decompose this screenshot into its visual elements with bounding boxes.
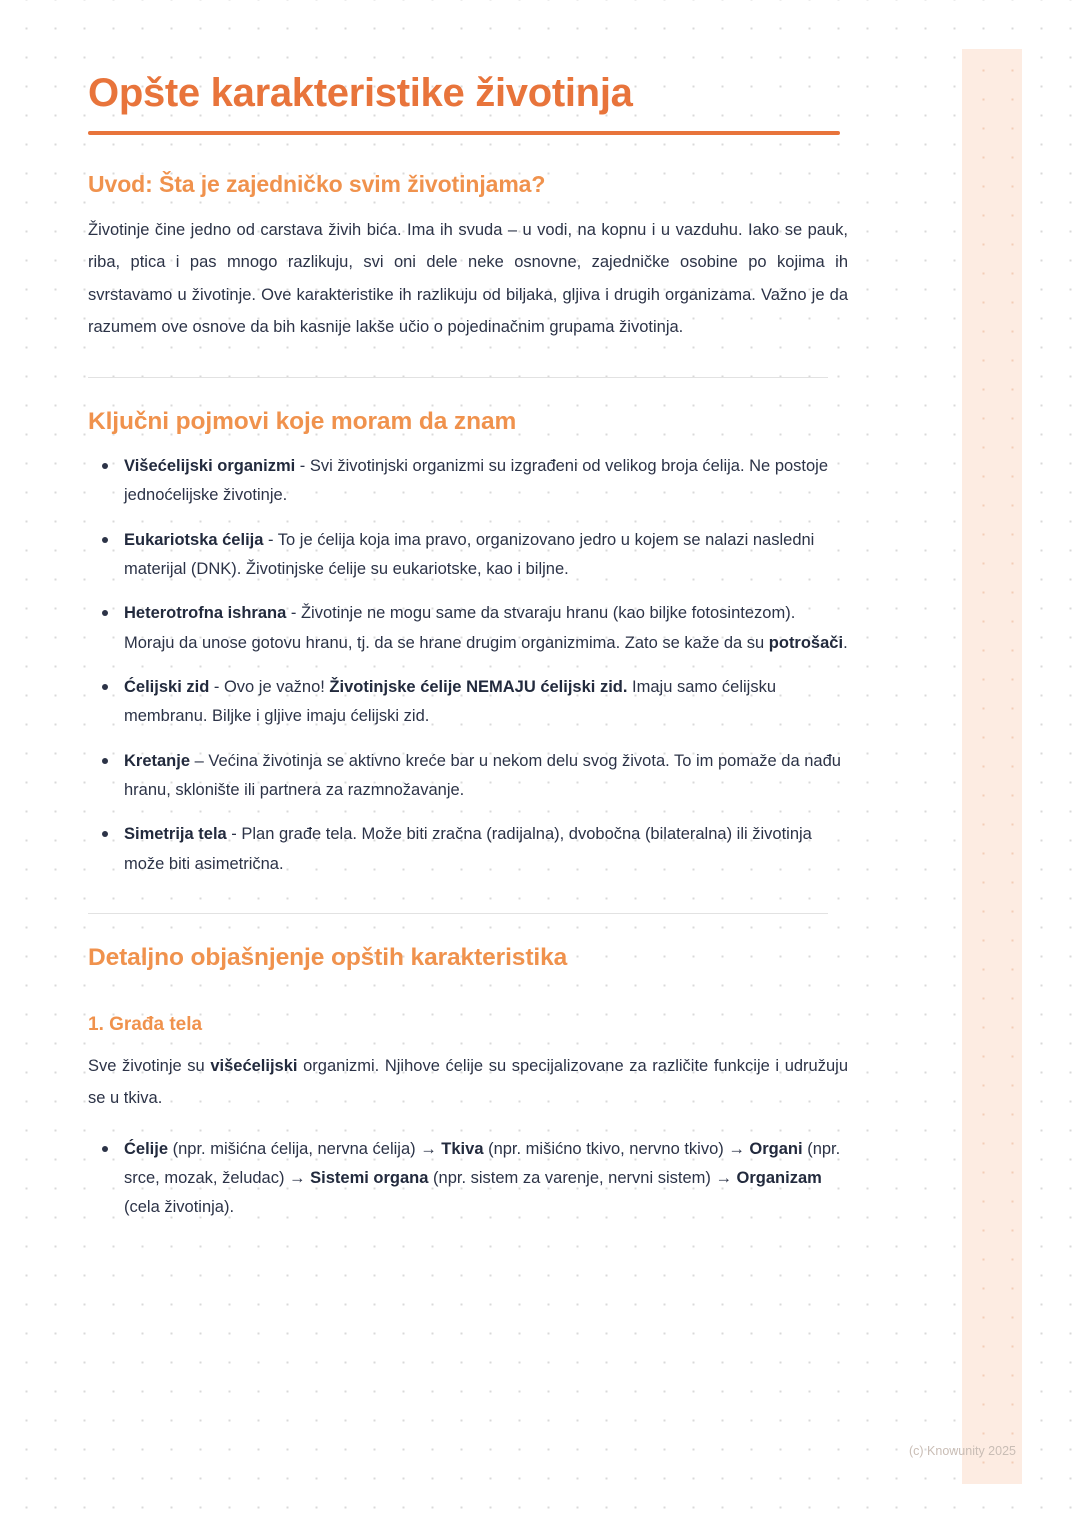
details-paragraph-pre: Sve životinje su — [88, 1057, 211, 1076]
chain-term-organi: Organi — [749, 1139, 803, 1158]
term-label: Simetrija tela — [124, 825, 227, 844]
details-subsection-title: 1. Građa tela — [88, 1014, 203, 1036]
chain-text-2: (npr. mišićno tkivo, nervno tkivo) → — [483, 1139, 750, 1158]
term-text: - Svi životinjski organizmi su izgrađeni od velikog broja ćelija. Ne postoje jednoćelijske životinje. — [124, 456, 829, 505]
chain-term-organizam: Organizam — [736, 1168, 822, 1187]
intro-paragraph: Životinje čine jedno od carstava živih bića. Ima ih svuda – u vodi, na kopnu i u vazduhu. Iako se pauk, riba, ptica i pas mnogo razlikuju, svi oni dele neke osnovne, zajedničke osobine po kojima ih svrstavamo u životinje. Ove karakteristike ih razlikuju od biljaka, gljiva i drugih organizama. Važno je da razumem ove osnove da bih kasnije lakše učio o pojedinačnim grupama životinja. — [88, 221, 848, 336]
list-item — [88, 747, 848, 806]
chain-text-5: (cela životinja). — [124, 1198, 235, 1217]
details-heading: Detaljno objašnjenje opštih karakteristika — [88, 944, 568, 972]
intro-heading: Uvod: Šta je zajedničko svim životinjama? — [88, 171, 546, 198]
details-paragraph-post: organizmi. Njihove ćelije su specijalizovane za različite funkcije i udružuju se u tkiva. — [88, 1057, 848, 1108]
list-item — [88, 599, 848, 658]
list-item — [88, 820, 848, 879]
copyright-watermark: (c) Knowunity 2025 — [908, 1444, 1016, 1458]
chain-text-4: (npr. sistem za varenje, nervni sistem) → — [428, 1168, 737, 1187]
term-label: Ćelijski zid — [124, 678, 210, 697]
term-text: - Plan građe tela. Može biti zračna (radijalna), dvobočna (bilateralna) ili životinja može biti asimetrična. — [124, 825, 812, 873]
section-divider-1 — [88, 377, 828, 378]
list-item — [88, 526, 848, 585]
term-label: Višećelijski organizmi — [124, 456, 296, 475]
section-divider-2 — [88, 913, 828, 914]
details-paragraph-bold: višećelijski — [210, 1057, 298, 1076]
chain-term-celije: Ćelije — [124, 1139, 169, 1158]
term-label: Heterotrofna ishrana — [124, 604, 287, 623]
term-label: Eukariotska ćelija — [124, 530, 264, 549]
list-item — [88, 452, 848, 511]
term-label: Kretanje — [124, 751, 191, 770]
details-paragraph — [88, 1050, 848, 1114]
list-item — [88, 1135, 848, 1223]
term-text-bold: Životinjske ćelije NEMAJU ćelijski zid. — [329, 678, 628, 697]
right-margin-strip — [962, 49, 1022, 1484]
term-text-bold: potrošači — [768, 633, 844, 652]
term-text-tail: Imaju samo ćelijsku membranu. Biljke i gljive imaju ćelijski zid. — [124, 678, 777, 726]
list-item — [88, 673, 848, 732]
title-divider — [88, 131, 840, 135]
document-content — [88, 70, 848, 1238]
chain-term-tkiva: Tkiva — [441, 1139, 484, 1158]
term-text: - Ovo je važno! — [209, 678, 330, 697]
term-text: - Životinje ne mogu same da stvaraju hranu (kao biljke fotosintezom). Moraju da unose gotovu hranu, tj. da se hrane drugim organizmima. Zato se kaže da su — [124, 604, 796, 652]
chain-term-sistemi-organa: Sistemi organa — [310, 1168, 429, 1187]
term-text: - To je ćelija koja ima pravo, organizovano jedro u kojem se nalazi nasledni materijal (DNK). Životinjske ćelije su eukariotske, kao i biljne. — [124, 530, 815, 578]
term-text: – Većina životinja se aktivno kreće bar u nekom delu svog života. To im pomaže da nađu hranu, sklonište ili partnera za razmnožavanje. — [124, 751, 841, 800]
key-terms-list — [88, 452, 848, 879]
page-title: Opšte karakteristike životinja — [88, 71, 633, 115]
chain-text-1: (npr. mišićna ćelija, nervna ćelija) → — [168, 1139, 442, 1158]
chain-text-3: (npr. srce, mozak, želudac) → — [124, 1139, 841, 1187]
term-text-tail: . — [843, 633, 848, 652]
organization-chain-list — [88, 1135, 848, 1223]
key-terms-heading: Ključni pojmovi koje moram da znam — [88, 407, 517, 435]
